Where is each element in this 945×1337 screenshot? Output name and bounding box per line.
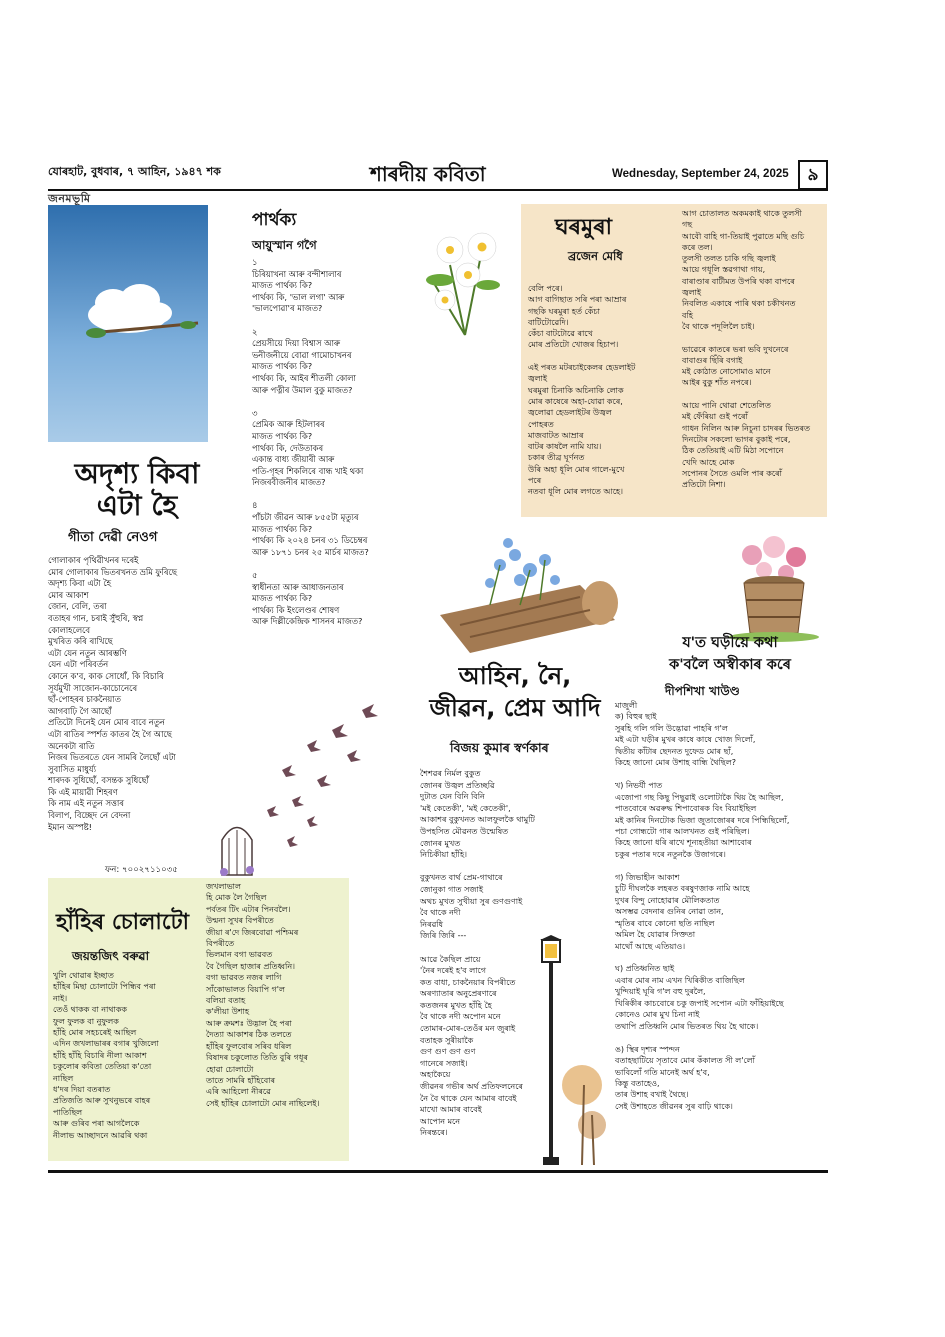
birds-cage-illustration (212, 690, 392, 880)
log-flowers-illustration (430, 525, 630, 660)
newspaper-logo: জনমভূমি (48, 192, 91, 205)
header-date-english: Wednesday, September 24, 2025 (612, 168, 789, 180)
poem-body-jotoghori: মাজুলী ক) বিহুৰ ছাই সুৰহি গলি গলি উদ্ভোৱা পাহৰি গ'ল মই এটা ঘড়ীৰ মুখৰ কাষে কাষে খোজ দিলোঁ, দ্বিতীয় কাঁটাৰ ছেদনত দুফেড মোৰ ছাঁ, কিহে জানো মোৰ উশাহ বান্ধি থৈছিল? খ) নিভৰ্যী পাত এজোপা গছ কিছু পিছুৱাই ওলোটাকৈ থিয় হৈ আছিল, পাতবোৰে অৱৰুদ্ধ শিপাবোৰক বিং বিয়াইছিল মই কানিৰ দিনটোক ভিজা জুতাজোৰৰ দৰে পিন্ধিছিলোঁ, পচা গোন্ধটো গাৰ আলখনত গুই পৰিছিল। কিহে জানো ধৰি ৰাখে শূন্যহতীয়া আশাবোৰ চকুৰ পতাৰ দৰে নতুনকৈ উজাগৰে। গ) জিভাহীন আকাশ চুটি দীঘলকৈ লহৰত বৰষুণজাক নামি আহে দুখৰ বিন্দু নোহোৱাৰ মৌলিকতাত অসম্ভৱ বেদনাৰ গুনিৰ নোৱা তান, স্মৃতিৰ বাবে কোনো ছতি নাছিল অমিল হৈ যোৱাৰ সিক্ততা মাথোঁ আছে এতিয়াও। ঘ) প্ৰতিধ্বনিত ছাই এবাৰ মোৰ নাম এখন খিৰিকীত বাজিছিল খুন্দিয়াই ঘূৰি গ'ল বহু দুৰলৈ, খিৰিকীৰ কাচবোৰে চকু জপাই সপোন এটা ফাঁহিয়াইছে কোনেও মোৰ মুখ চিনা নাই তথাপি প্ৰতিধ্বনি মোৰ ভিতৰত থিয় হৈ থাকে। ঙ) স্থিৰ দৃশ্যৰ স্পন্দন বতাহছাটিয়ে সৃতাবে মোৰ কঁকালত সী ল'লোঁ ভাবিলোঁ গতি মানেই অৰ্থ হ'ব, কিন্তু বতাহেও, তাৰ উশাহ বখাই থৈছে। সেই উশাহতে জীৱনৰ সুৰ বাঢ়ি থাকে। (615, 701, 790, 1111)
bottom-rule (48, 1170, 828, 1173)
section-title: শাৰদীয় কবিতা (370, 162, 486, 186)
poem-title-aahin: আহিন, নৈ, জীৱন, প্ৰেম আদি (429, 662, 601, 722)
poem-title-parthokyo: পাৰ্থক্য (252, 210, 297, 230)
poem-author-aahin: বিজয় কুমাৰ স্বৰ্ণকাৰ (450, 740, 549, 755)
poem-author-parthokyo: আয়ুস্মান গগৈ (252, 238, 317, 252)
header-rule (48, 189, 828, 191)
poem-body-aahin: শৈশৱৰ নিৰ্মল বুকুত জোনৰ উজ্বল প্ৰতিচ্ছৱি দুটাত যেন বিনি বিনি 'মই কেতেকী', 'মই কেতেকী', আকাশৰ বুকুখনত আলফুলকৈ থামুটি উপহসিত মৌৱনত উন্মেষিত জোনৰ মুখত নিচিকীয়া হাঁহি। বুকুখনত বাৰ্থ প্ৰেম-গাথাৰে জোনুকা গাত সজাই অথচ মুখত সুখীয়া সুৰ গুণগুণাই বৈ থাকে নদী নিৰৱধি জিৰি জিৰি --- আৱে কৈছিল প্ৰায়ে 'নৈৰ দৰেই হ'ব লাগে কত বাধা, চাকনৈয়াৰ বিপৰীতে অৰণ্যাতাৰ অনুপ্ৰেৰণাৰে কতজনৰ মুখত হাঁহি হৈ বৈ থাকে নদী অপোন মনে তোমাৰ-মোৰ-তেওঁৰ মন জুৰাই বতাহক সুৰীয়াকৈ গুণ গুণ গুণ গুণ গানেৰে সজাই। অহাকৈয়ে জীৱনৰ গভীৰ অৰ্থ প্ৰতিফলনেৰে নৈ বৈ থাকে যেন আমাৰ বাবেই মাখো আমাৰ বাবেই আপোন মনে নিৰন্তৰে। (420, 769, 535, 1138)
poem-author-jotoghori: দীপশিখা খাউণ্ড (665, 684, 740, 698)
page-number: ৯ (798, 160, 828, 190)
poem-author-ghormura: ব্ৰজেন মেধি (568, 249, 623, 263)
poem-body-hahir-right: জখলাভাল হি মোক লৈ গৈছিল পৰ্বতৰ টিং এটাৰ পিনবলৈ। উন্মনা সুখৰ বিপৰীতে জীয়া ৰ'দে জিৰবোৱা পশ্চিমৰ বিপৰীতে ভিলমান বগা ভাৱবত বৈ গৈছিল হাজাৰ প্ৰতিধ্বনি। বগা ভাৱবত নজৰ লাগি সাঁকোভালত বিয়াপি গ'ল বলিয়া বতাহ ক'লীয়া উশাহ আৰু ক্ৰমশঃ উদ্ভাল হৈ পৰা দৈত্যা আকাশৰ ঠিক তলতে হাঁহিৰ ফুলবোৰ সৰিব ধৰিল বিষাদৰ চকুলোত তিতি বুৰি গধূৰ হোৱা চোলাটো তাতে সামৰি হাঁহিবোৰ এৰি আহিলো নীৰৱে সেই হাঁহিৰ চোলাটো মোৰ নাছিলেই। (206, 882, 320, 1108)
poem-title-jotoghori: য'ত ঘড়ীয়ে কথা ক'বলৈ অস্বীকাৰ কৰে (669, 635, 791, 673)
poem-body-ghormura-right: আগ চোতালত অকমকাই থাকে তুলসী গছ আবৌ বাহি গা-তিয়াই পুৱাতে মছি গুচি কৰে তল। তুলসী তলত চাকি গছি জ্বলাই আয়ে গধূলি স্তৱগাথা গায়, বাৰাণ্ডাৰ বাটীমত উপৰি থকা বাপৰে জ্বলাই নিবলিত একাষে পাৰি থকা চকীখনত বহি বৈ থাকে পদূলিলৈ চাই। ভাৱেৰে কাতৰে ভৰা ভবি দুখনেৰে বাবাগুৰ ছিঁৰি বগাই মই কোঠাত নোসোমাও মানে আইৰ বুকু শাঁত নপৰে। আয়ে পানি থোৱা শেতেলিত মই ফেঁৰিয়া গুই পৰোঁ গাধন নিলিন আৰু নিচুনা চাদৰৰ ভিতৰত দিনটোৰ সকলো ভাগৰ বুকাই পৰে, ঠিক তেতিয়াই এটি মিঠা সপোনে খেদি আহে মোক সপোনৰ সৈতে ওমলি পাৰ কৰোঁ প্ৰতিটো নিশা। (682, 209, 811, 490)
lamp-post-illustration (512, 935, 607, 1170)
poem-body-parthokyo: ১ চিৰিয়াখনা আৰু বন্দীশালাৰ মাজত পাৰ্থক্য কি? পাৰ্থক্য কি, 'ভাল লগা' আৰু 'ভালপোৱা'ৰ মাজত? ২ প্ৰেয়সীয়ে দিয়া বিশ্বাস আৰু ভনীজনীয়ে বোৱা গামোচাখনৰ মাজত পাৰ্থক্য কি? পাৰ্থক্য কি, আইৰ শীতলী কোলা আৰু পত্নীৰ উমাল বুকু মাজত? ৩ প্ৰেমিক আৰু হিটলাৰৰ মাজত পাৰ্থক্য কি? পাৰ্থক্য কি, দেউতাকৰ একান্ত বাধ্য জীয়াৰী আৰু পতি-গৃহৰ শিকলিৰে বান্ধ খাই থকা নিজৰবীজনীৰ মাজত? ৪ পাঁচটা জীৱন আৰু ৮৫৫টা মৃত্যুৰ মাজত পাৰ্থক্য কি? পাৰ্থক্য কি ২০২৪ চনৰ ৩১ ডিচেম্বৰ আৰু ১৮৭১ চনৰ ২৫ মাৰ্চৰ মাজত? ৫ স্বাধীনতা আৰু আধাজনতাৰ মাজত পাৰ্থক্য কি? পাৰ্থক্য কি ইংলেণ্ডৰ শোষণ আৰু দিল্লীকেন্দ্ৰিক শাসনৰ মাজত? (252, 257, 369, 627)
header-date-assamese: যোৰহাট, বুধবাৰ, ৭ আহিন, ১৯৪৭ শক (48, 165, 221, 178)
poem-title-ghormura: ঘৰমুৰা (555, 215, 612, 240)
poem-body-ghormura-left: বেলি পৰে। আগ বাগিছাত সৰি পৰা আম্ৰাৰ গছকি ঘৰমুৰা হৰ্ত কেঁচা বাটিটোৱেদি। কেঁচা বাটটোৱে ৰাখে মোৰ প্ৰতিটো খোজৰ হিচাপ। এই পৰত মটৰচাইকেলৰ হেডলাইট জ্বলাই ঘৰমুৰা চিনাকি অচিনাকি লোক মোৰ কাষেৰে অহা-যোৱা কৰে, জ্বলোৱা হেডলাইটৰ উজ্বল পোহৰত মাজবাটত আম্ৰাৰ বাটৰ কাষলৈ নামি যায়। চকাৰ তীব্ৰ ঘূৰ্ণনত উৰি অহা ধূলি মোৰ গালে-মুখে পৰে নতবা ধূলি মোৰ লগতে আহে। (528, 284, 636, 497)
cloud-branch-illustration (48, 205, 208, 442)
poem-author-adrishya: গীতা দেৱী নেওগ (68, 530, 158, 545)
sky-cloud-image (48, 205, 208, 442)
poem-body-hahir-left: খুলি থোৱাৰ ইচ্ছাত হাঁহিৰ মিছা চোলাটো পিন্ধিব পৰা নাই। তেওঁ থাকক বা নাথাকক ফুল ফুলক বা নুফুলক হাঁহি মোৰ সহচৰেই আছিল এদিন জখলাভাৰৰ বগাৰ খুজিলো হাঁহি হাঁহি বিচাৰি নীলা আকাশ চকুলোৰ কবিতা তেতিয়া ক'তো নাছিল ধ'দৰ দিয়া বতৰাত প্ৰতিজতি আৰু সুখনুভৰে বাহৰ পাতিছিল আৰু গুৰিব পৰা আগলৈকে নীলাভ আচ্ছাদনে আৱৰি থকা (53, 971, 159, 1140)
bucket-flowers-illustration (722, 525, 827, 645)
poem-title-adrishya: অদৃশ্য কিবা এটা হৈ (74, 457, 200, 522)
poem-phone-adrishya: ফন: ৭০০২৭১১০৩৫ (105, 865, 178, 875)
poem-title-hahir: হাঁহিৰ চোলাটো (56, 910, 189, 935)
daisy-flowers-illustration (410, 205, 520, 340)
poem-body-adrishya: গোলাকাৰ পৃথিৱীখনৰ দৰেই মোৰ গোলাকাৰ ভিতৰখনত ভ্ৰমি ফুৰিছে অদৃশ্য কিবা এটা হৈ মোৰ আকাশ জোন, বেলি, তৰা বতাহৰ গান, চৰাই সুঁহুৰি, স্বপ্ন কোলাহলেবে মুখৰিত কৰি ৰাখিছে এটা যেন নতুন আৰম্ভণি যেন এটা পৰিবৰ্তন কোনে ক'ব, কাক সোধোঁ, কি বিচাৰি সূৰ্যমুখী সাজোন-কাচোনেৰে ছাঁ-পোহৰৰ চাকনৈয়াত আগবাঢ়ি গৈ আছোঁ প্ৰতিটো দিনেই যেন মোৰ বাবে নতুন এটা ৰাতিৰ স্পৰ্শত কাতৰ হৈ গৈ আছে অনেকটা ৰাতি নিজৰ ভিতৰতে যেন সামৰি লৈছোঁ এটা সুবাসিত মাধুৰ্য্য শাৰদক সুধিছোঁ, বসন্তক সুধিছোঁ কি এই মায়াৱী শিহৰণ কি নাম এই নতুন সত্তাৰ বিলাপ, বিচ্ছেদ নে বেদনা ইমান অস্পষ্ট! (48, 555, 177, 832)
poem-author-hahir: জয়ন্তজিৎ বৰুৱা (72, 949, 150, 963)
